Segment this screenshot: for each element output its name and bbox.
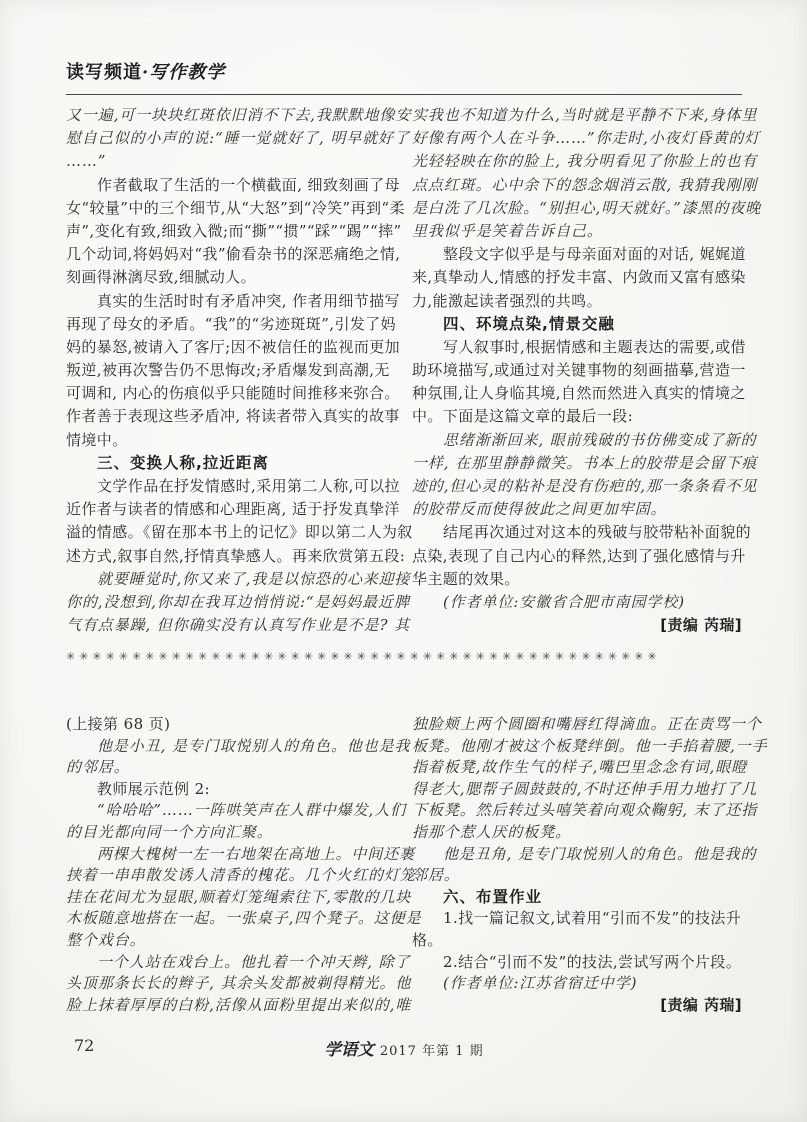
text-line: 文学作品在抒发情感时,采用第二人称,可以拉 bbox=[97, 477, 400, 495]
text-line: 情境中。 bbox=[66, 430, 128, 449]
text-line: 1.找一篇记叙文,试着用“引而不发”的技法升 bbox=[443, 909, 742, 928]
text-line: 述方式,叙事自然,抒情真挚感人。再来欣赏第五段: bbox=[66, 546, 406, 565]
text-line: 点点红斑。心中余下的怨念烟消云散, 我猜我刚刚 bbox=[412, 175, 758, 194]
text-line: 独脸颊上两个圆圈和嘴唇红得滴血。正在责骂一个 bbox=[412, 715, 762, 733]
text-line: 他是丑角, 是专门取悦别人的角色。他是我的 bbox=[443, 844, 757, 863]
text-line: 助环境描写,或通过对关键事物的刻画描摹,营造一 bbox=[412, 361, 746, 380]
text-line: 板凳。他刚才被这个板凳绊倒。他一手掐着腰,一手 bbox=[412, 736, 768, 755]
text-line: 女“较量”中的三个细节,从“大怒”到“冷笑”再到“柔 bbox=[66, 198, 405, 217]
text-line: 一个人站在戏台上。他扎着一个冲天辫, 除了 bbox=[97, 952, 411, 971]
text-line: 慰自己似的小声的说:“睡一觉就好了, 明早就好了 bbox=[66, 129, 410, 148]
text-line: 来,真挚动人,情感的抒发丰富、内敛而又富有感染 bbox=[412, 268, 746, 287]
text-line: 整段文字似乎是与母亲面对面的对话, 娓娓道 bbox=[443, 245, 746, 264]
text-line: ……” bbox=[66, 152, 107, 171]
text-line: 点染,表现了自己内心的释然,达到了强化感情与升 bbox=[412, 546, 746, 565]
journal-imprint bbox=[66, 1036, 742, 1060]
text-line: 2.结合“引而不发”的技法,尝试写两个片段。 bbox=[443, 952, 742, 971]
text-line: (作者单位:安徽省合肥市南园学校) bbox=[443, 592, 686, 611]
text-line: 再现了母女的矛盾。“我”的“劣迹斑斑”,引发了妈 bbox=[66, 314, 397, 333]
upper-left-column bbox=[66, 104, 413, 637]
text-line: 溢的情感。《留在那本书上的记忆》即以第二人为叙 bbox=[66, 523, 413, 542]
text-line: 刻画得淋漓尽致,细腻动人。 bbox=[66, 268, 256, 287]
text-line: 整个戏台。 bbox=[66, 930, 146, 949]
text-line: 近作者与读者的情感和心理距离, 适于抒发真挚洋 bbox=[66, 500, 400, 519]
text-line: 作者截取了生活的一个横截面, 细致刻画了母 bbox=[97, 175, 400, 194]
journal-name: 学语文 bbox=[324, 1040, 374, 1059]
section-title: 读写频道 bbox=[66, 62, 142, 83]
text-line: 挂在花间尤为显眼,顺着灯笼绳索往下,零散的几块 bbox=[66, 887, 412, 906]
text-line: 邻居。 bbox=[412, 866, 460, 885]
text-line: 力,能激起读者强烈的共鸣。 bbox=[412, 291, 602, 310]
text-line: 一样, 在那里静静微笑。书本上的胶带是会留下痕 bbox=[412, 453, 758, 472]
header-rule bbox=[66, 94, 742, 95]
text-line: 格。 bbox=[412, 930, 443, 949]
lower-right-column bbox=[412, 714, 768, 1016]
text-line: 他是小丑, 是专门取悦别人的角色。他也是我 bbox=[97, 736, 411, 755]
text-line: 四、环境点染,情景交融 bbox=[443, 314, 615, 333]
text-line: 就要睡觉时,你又来了,我是以惊恐的心来迎接 bbox=[97, 569, 411, 588]
text-line: 光轻轻映在你的脸上, 我分明看见了你脸上的也有 bbox=[412, 152, 758, 171]
text-line: 作者善于表现这些矛盾冲, 将读者带入真实的故事 bbox=[66, 407, 400, 426]
text-line: 得老大,腮帮子圆鼓鼓的,不时还伸手用力地打了几 bbox=[412, 779, 758, 798]
text-line: 可调和, 内心的伤痕似乎只能随时间推移来弥合。 bbox=[66, 384, 400, 403]
text-line: 叛逆,被再次警告仍不思悔改;矛盾爆发到高潮,无 bbox=[66, 361, 390, 380]
text-line: 思绪渐渐回来, 眼前残破的书仿佛变成了新的 bbox=[443, 430, 757, 449]
text-line: 迹的,但心灵的粘补是没有伤疤的,那一条条看不见 bbox=[412, 477, 758, 495]
text-line: 的邻居。 bbox=[66, 758, 130, 777]
ornament-divider: ✳✳✳✳✳✳✳✳✳✳✳✳✳✳✳✳✳✳✳✳✳✳✳✳✳✳✳✳✳✳✳✳✳✳✳✳✳✳✳✳✳✳✳✳✳ bbox=[66, 650, 661, 663]
text-line: 三、变换人称,拉近距离 bbox=[97, 453, 269, 472]
text-line: 挟着一串串散发诱人清香的槐花。几个火红的灯笼 bbox=[66, 866, 416, 885]
text-line: 指那个惹人厌的板凳。 bbox=[412, 822, 572, 841]
text-line: 你的,没想到,你却在我耳边悄悄说:“是妈妈最近脾 bbox=[66, 592, 410, 611]
text-line: [责编 芮瑞] bbox=[660, 995, 742, 1014]
text-line: 中。下面是这篇文章的最后一段: bbox=[412, 407, 634, 426]
text-line: 教师展示范例 2: bbox=[97, 779, 210, 798]
text-line: 是白洗了几次脸。“别担心,明天就好。”漆黑的夜晚 bbox=[412, 198, 762, 217]
text-line: 气有点暴躁, 但你确实没有认真写作业是不是? 其 bbox=[66, 616, 410, 635]
journal-issue: 2017 年第 1 期 bbox=[379, 1044, 484, 1059]
text-line: 声”,变化有致,细致入微;而“撕”“掼”“踩”“踢”“摔” bbox=[66, 221, 402, 240]
text-line: 妈的暴怒,被请入了客厅;因不被信任的监视而更加 bbox=[66, 337, 401, 356]
text-line: 指着板凳,故作生气的样子,嘴巴里念念有词,眼瞪 bbox=[412, 758, 748, 777]
page-header bbox=[66, 58, 225, 84]
subsection-title: ·写作教学 bbox=[142, 62, 226, 83]
page-number: 72 bbox=[74, 1036, 95, 1055]
upper-right-column bbox=[412, 104, 762, 637]
page-footer bbox=[66, 1036, 742, 1060]
page-content bbox=[66, 0, 768, 1122]
lower-article bbox=[66, 714, 768, 1016]
lower-left-column bbox=[66, 714, 422, 1016]
text-line: 两棵大槐树一左一右地架在高地上。中间还裹 bbox=[97, 844, 416, 863]
text-line: 种氛围,让人身临其境,自然而然进入真实的情境之 bbox=[412, 384, 746, 403]
text-line: 实我也不知道为什么,当时就是平静不下来,身体里 bbox=[412, 106, 758, 124]
upper-article bbox=[66, 104, 762, 637]
text-line: 结尾再次通过对这本的残破与胶带粘补面貌的 bbox=[443, 523, 752, 542]
text-line: (作者单位:江苏省宿迁中学) bbox=[443, 974, 638, 993]
text-line: 头顶那条长长的辫子, 其余头发都被剃得精光。他 bbox=[66, 974, 412, 993]
text-line: 写人叙事时,根据情感和主题表达的需要,或借 bbox=[443, 337, 746, 356]
text-line: 真实的生活时时有矛盾冲突, 作者用细节描写 bbox=[97, 291, 400, 310]
text-line: “哈哈哈”……一阵哄笑声在人群中爆发,人们 bbox=[97, 801, 407, 820]
text-line: 六、布置作业 bbox=[443, 887, 543, 906]
text-line: 又一遍,可一块块红斑依旧消不下去,我默默地像安 bbox=[66, 106, 412, 124]
text-line: 华主题的效果。 bbox=[412, 569, 520, 588]
text-line: 脸上抹着厚厚的白粉,活像从面粉里提出来似的,唯 bbox=[66, 995, 412, 1014]
text-line: 几个动词,将妈妈对“我”偷看杂书的深恶痛绝之情, bbox=[66, 245, 401, 264]
text-line: 好像有两个人在斗争……”你走时,小夜灯昏黄的灯 bbox=[412, 129, 761, 148]
text-line: 的目光都向同一个方向汇聚。 bbox=[66, 822, 273, 841]
text-line: 的胶带反而使得彼此之间更加牢固。 bbox=[412, 500, 667, 519]
text-line: (上接第 68 页) bbox=[66, 715, 171, 733]
text-line: 木板随意地搭在一起。一张桌子,四个凳子。这便是 bbox=[66, 909, 422, 928]
text-line: 下板凳。然后转过头嘻笑着向观众鞠躬, 末了还指 bbox=[412, 801, 758, 820]
text-line: [责编 芮瑞] bbox=[660, 616, 742, 635]
text-line: 里我似乎是笑着告诉自己。 bbox=[412, 221, 603, 240]
